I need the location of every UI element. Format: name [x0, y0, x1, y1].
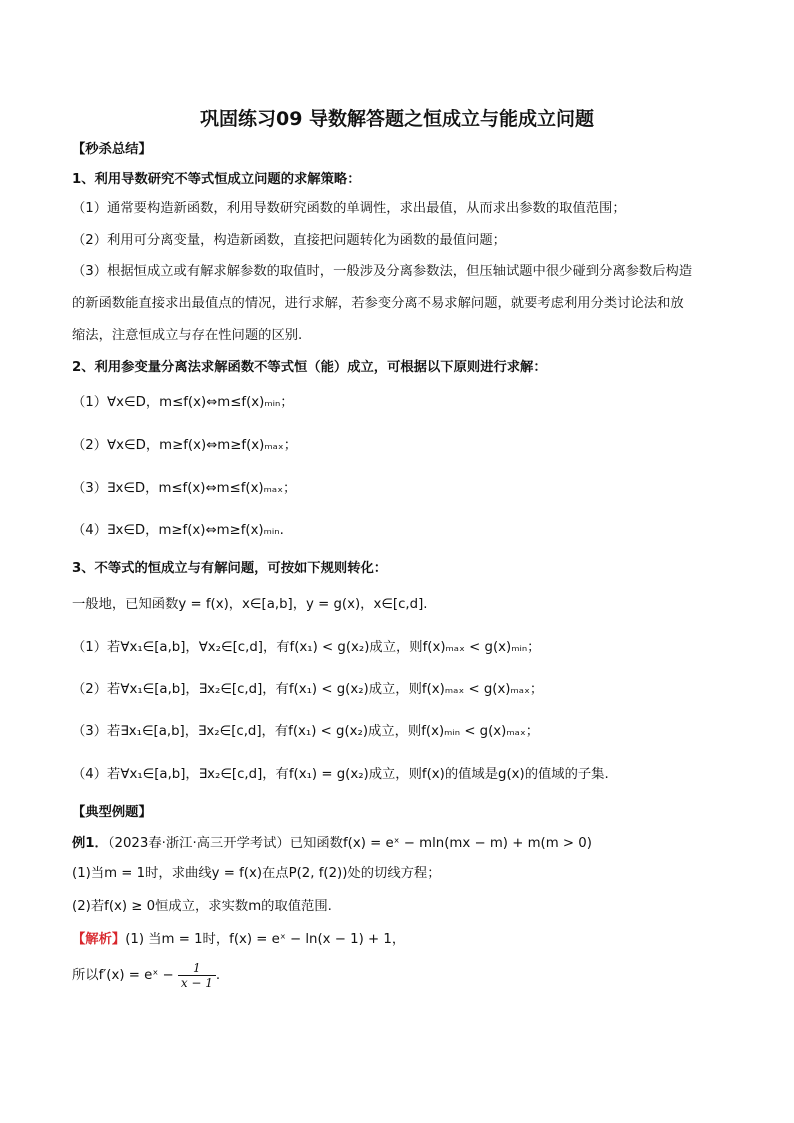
section-3-item: （3）若∃x₁∈[a,b]，∃x₂∈[c,d]，有f(x₁) < g(x₂)成立，则f(x)ₘᵢₙ < g(x)ₘₐₓ； [72, 724, 540, 739]
fraction-numerator: 1 [178, 961, 216, 976]
examples-heading: 【典型例题】 [72, 805, 152, 820]
section-1-item: （3）根据恒成立或有解求解参数的取值时，一般涉及分离参数法，但压轴试题中很少碰到分离参数后构造 [72, 264, 693, 279]
section-3-heading: 3、不等式的恒成立与有解问题，可按如下规则转化： [72, 561, 388, 576]
derivative-prefix: 所以f′(x) = eˣ − [72, 968, 174, 983]
section-3-item: （4）若∀x₁∈[a,b]，∃x₂∈[c,d]，有f(x₁) = g(x₂)成立，则f(x)的值域是g(x)的值域的子集. [72, 767, 609, 782]
section-3-item: （1）若∀x₁∈[a,b]，∀x₂∈[c,d]，有f(x₁) < g(x₂)成立，则f(x)ₘₐₓ < g(x)ₘᵢₙ； [72, 640, 541, 655]
section-3-item: （2）若∀x₁∈[a,b]，∃x₂∈[c,d]，有f(x₁) < g(x₂)成立，则f(x)ₘₐₓ < g(x)ₘₐₓ； [72, 682, 544, 697]
solution-label: 【解析】 [72, 932, 126, 947]
summary-heading: 【秒杀总结】 [72, 142, 152, 157]
example-1-question-2: (2)若f(x) ≥ 0恒成立，求实数m的取值范围. [72, 899, 332, 914]
example-1-statement [72, 834, 734, 854]
section-1-heading: 1、利用导数研究不等式恒成立问题的求解策略： [72, 172, 361, 187]
fraction-denominator: x − 1 [180, 975, 213, 990]
section-1-item: 缩法，注意恒成立与存在性问题的区别. [72, 328, 303, 343]
solution-text: (1) 当m = 1时，f(x) = eˣ − ln(x − 1) + 1， [125, 932, 406, 947]
example-1-text: （2023春·浙江·高三开学考试）已知函数f(x) = eˣ − mln(mx − m) + m(m > 0) [107, 836, 592, 851]
section-2-item: （1）∀x∈D，m≤f(x)⇔m≤f(x)ₘᵢₙ； [72, 395, 294, 410]
section-1-item: 的新函数能直接求出最值点的情况，进行求解，若参变分离不易求解问题，就要考虑利用分类讨论法和放 [72, 296, 684, 311]
page-title: 巩固练习09 导数解答题之恒成立与能成立问题 [199, 108, 595, 130]
example-1-derivative [72, 960, 734, 992]
section-2-item: （4）∃x∈D，m≥f(x)⇔m≥f(x)ₘᵢₙ. [72, 523, 284, 538]
example-1-solution [72, 930, 734, 950]
section-3-intro: 一般地，已知函数y = f(x)，x∈[a,b]，y = g(x)，x∈[c,d]. [72, 597, 428, 612]
derivative-fraction [178, 961, 216, 990]
section-1-item: （2）利用可分离变量，构造新函数，直接把问题转化为函数的最值问题； [72, 233, 506, 248]
section-2-item: （2）∀x∈D，m≥f(x)⇔m≥f(x)ₘₐₓ； [72, 438, 298, 453]
section-1-item: （1）通常要构造新函数，利用导数研究函数的单调性，求出最值，从而求出参数的取值范围； [72, 201, 626, 216]
example-1-label: 例1． [72, 836, 108, 851]
example-1-question-1: (1)当m = 1时，求曲线y = f(x)在点P(2, f(2))处的切线方程； [72, 866, 441, 881]
section-2-item: （3）∃x∈D，m≤f(x)⇔m≤f(x)ₘₐₓ； [72, 481, 297, 496]
derivative-end: . [215, 968, 221, 983]
section-2-heading: 2、利用参变量分离法求解函数不等式恒（能）成立，可根据以下原则进行求解： [72, 360, 547, 375]
